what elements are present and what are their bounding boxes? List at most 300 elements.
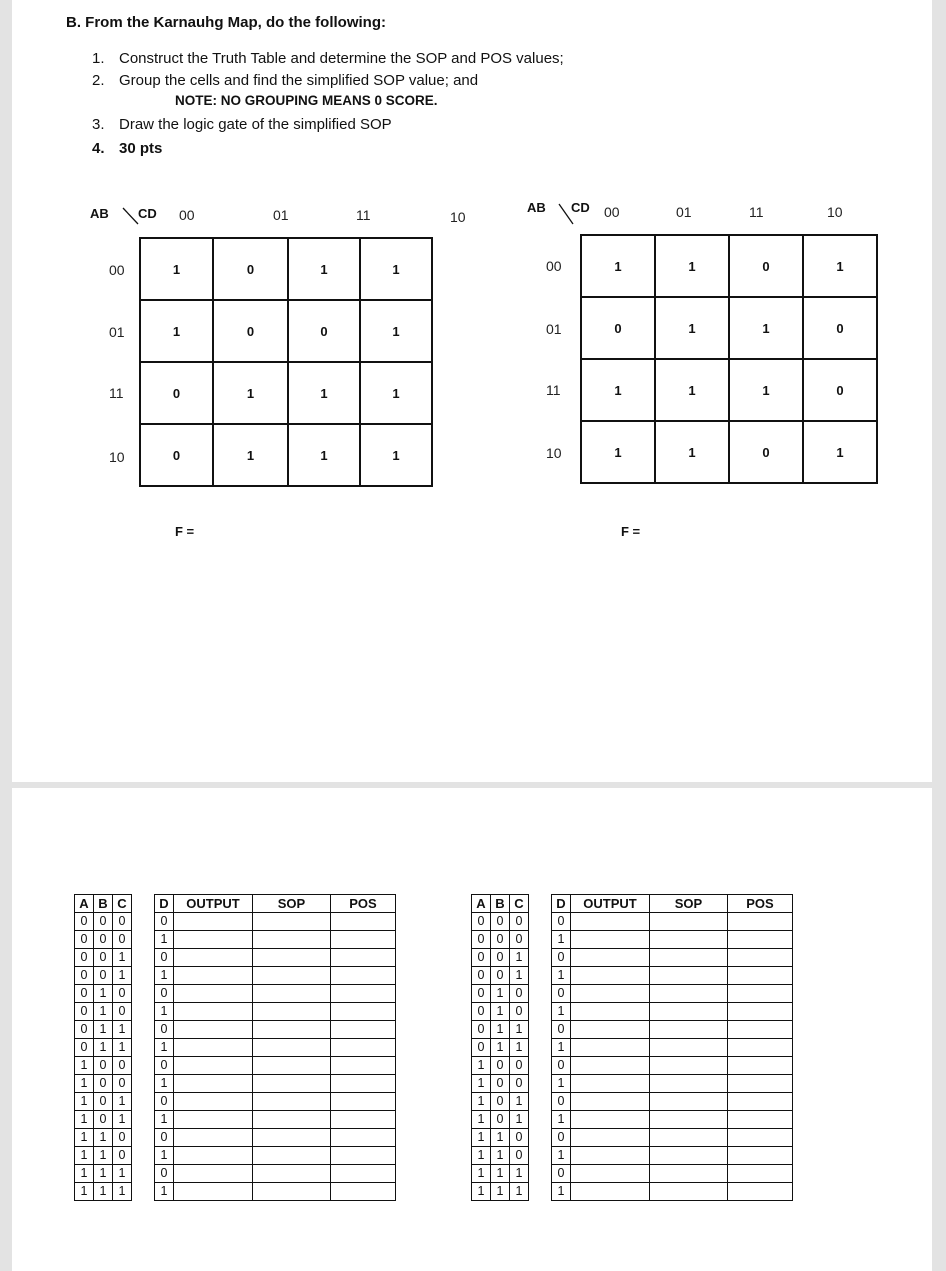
sop-cell[interactable] (650, 1021, 728, 1039)
output-cell[interactable] (571, 1075, 650, 1093)
kmap-cell: 1 (729, 359, 803, 421)
cell-d: 1 (155, 1183, 174, 1201)
sop-cell[interactable] (650, 949, 728, 967)
truth-table-row (472, 949, 793, 967)
sop-cell[interactable] (253, 985, 331, 1003)
cell-c: 1 (510, 967, 529, 985)
cell-d: 0 (155, 1129, 174, 1147)
kmap-cell: 0 (288, 300, 360, 362)
column-gap (529, 967, 552, 985)
kmap-cell: 1 (360, 424, 432, 486)
cell-d: 0 (155, 985, 174, 1003)
cell-c: 1 (113, 1183, 132, 1201)
cell-d: 1 (155, 1039, 174, 1057)
sop-cell[interactable] (253, 913, 331, 931)
cell-b: 1 (94, 1183, 113, 1201)
cell-b: 0 (491, 1057, 510, 1075)
sop-cell[interactable] (650, 931, 728, 949)
column-gap (529, 1075, 552, 1093)
kmap-corner-label (90, 196, 170, 236)
cell-a: 1 (472, 1165, 491, 1183)
truth-table-row (472, 1003, 793, 1021)
truth-table-row (75, 1111, 396, 1129)
header-d: D (552, 895, 571, 913)
sop-cell[interactable] (650, 1075, 728, 1093)
pos-cell[interactable] (331, 949, 396, 967)
instruction-2 (92, 72, 478, 89)
cell-b: 0 (491, 1093, 510, 1111)
kmap-cell: 0 (213, 238, 288, 300)
pos-cell[interactable] (728, 1147, 793, 1165)
sop-cell[interactable] (253, 1129, 331, 1147)
pos-cell[interactable] (728, 1075, 793, 1093)
pos-cell[interactable] (728, 949, 793, 967)
cell-a: 0 (75, 1039, 94, 1057)
header-pos: POS (331, 895, 396, 913)
sop-cell[interactable] (253, 967, 331, 985)
truth-table-2 (471, 894, 793, 1201)
cell-a: 1 (472, 1093, 491, 1111)
cell-c: 0 (510, 985, 529, 1003)
kmap-cell: 1 (360, 238, 432, 300)
cell-c: 0 (510, 1075, 529, 1093)
header-a: A (75, 895, 94, 913)
cell-a: 0 (75, 949, 94, 967)
cell-c: 1 (113, 1021, 132, 1039)
cell-b: 1 (94, 1129, 113, 1147)
cell-a: 1 (472, 1129, 491, 1147)
karnaugh-map-1 (80, 196, 490, 556)
instruction-number: 2. (92, 72, 105, 89)
cell-c: 1 (113, 1165, 132, 1183)
column-gap (132, 1003, 155, 1021)
row-label: 11 (109, 385, 124, 401)
cell-b: 1 (94, 1147, 113, 1165)
cell-a: 0 (472, 913, 491, 931)
cell-c: 0 (510, 1057, 529, 1075)
column-gap (132, 895, 155, 913)
cell-a: 1 (75, 1111, 94, 1129)
cell-c: 1 (113, 1111, 132, 1129)
cell-b: 0 (491, 1075, 510, 1093)
instruction-3 (92, 116, 392, 133)
sop-cell[interactable] (650, 1183, 728, 1201)
output-cell[interactable] (174, 1075, 253, 1093)
pos-cell[interactable] (728, 1003, 793, 1021)
cell-b: 0 (491, 1111, 510, 1129)
cell-a: 0 (472, 949, 491, 967)
sop-cell[interactable] (253, 1075, 331, 1093)
truth-table-row (472, 1057, 793, 1075)
cell-a: 0 (75, 1003, 94, 1021)
kmap-cell: 1 (803, 235, 877, 297)
truth-table-row (75, 1075, 396, 1093)
column-gap (529, 1165, 552, 1183)
pos-cell[interactable] (728, 1183, 793, 1201)
header-sop: SOP (650, 895, 728, 913)
cell-a: 0 (472, 985, 491, 1003)
column-label: 11 (356, 207, 371, 223)
output-cell[interactable] (174, 1093, 253, 1111)
truth-table-row (75, 1039, 396, 1057)
cell-a: 1 (75, 1183, 94, 1201)
output-cell[interactable] (571, 967, 650, 985)
column-label: 01 (676, 204, 692, 220)
instruction-number: 4. (92, 140, 105, 157)
pos-cell[interactable] (331, 1129, 396, 1147)
column-gap (529, 931, 552, 949)
cell-d: 0 (552, 1165, 571, 1183)
truth-table-row (472, 1075, 793, 1093)
pos-cell[interactable] (331, 913, 396, 931)
cell-d: 0 (155, 949, 174, 967)
pos-cell[interactable] (728, 1093, 793, 1111)
output-cell[interactable] (174, 1129, 253, 1147)
output-cell[interactable] (174, 1021, 253, 1039)
output-cell[interactable] (571, 1093, 650, 1111)
truth-table-row (75, 1147, 396, 1165)
output-cell[interactable] (174, 1111, 253, 1129)
truth-table-row (75, 967, 396, 985)
pos-cell[interactable] (331, 1111, 396, 1129)
output-cell[interactable] (571, 1129, 650, 1147)
truth-table-row (75, 985, 396, 1003)
output-cell[interactable] (571, 1039, 650, 1057)
cell-c: 1 (510, 949, 529, 967)
output-cell[interactable] (174, 1057, 253, 1075)
output-cell[interactable] (571, 913, 650, 931)
worksheet-page-1 (12, 0, 932, 782)
output-cell[interactable] (571, 1003, 650, 1021)
cell-b: 0 (94, 949, 113, 967)
cell-c: 0 (113, 1147, 132, 1165)
cell-a: 1 (472, 1147, 491, 1165)
cell-d: 1 (552, 967, 571, 985)
instruction-text: Draw the logic gate of the simplified SOP (119, 116, 392, 133)
column-label: 00 (179, 207, 195, 223)
cell-a: 0 (472, 1003, 491, 1021)
truth-table-row (472, 1165, 793, 1183)
cell-a: 0 (472, 967, 491, 985)
header-output: OUTPUT (174, 895, 253, 913)
pos-cell[interactable] (728, 1021, 793, 1039)
column-gap (132, 1147, 155, 1165)
sop-cell[interactable] (650, 985, 728, 1003)
header-c: C (510, 895, 529, 913)
column-gap (132, 985, 155, 1003)
cell-b: 0 (491, 949, 510, 967)
row-label: 00 (109, 262, 125, 278)
row-label: 10 (546, 445, 562, 461)
cell-b: 0 (491, 967, 510, 985)
column-gap (529, 1147, 552, 1165)
pos-cell[interactable] (331, 1147, 396, 1165)
row-label: 10 (109, 449, 125, 465)
cell-c: 0 (113, 931, 132, 949)
sop-cell[interactable] (253, 1003, 331, 1021)
truth-table-row (472, 1111, 793, 1129)
output-cell[interactable] (174, 1165, 253, 1183)
function-answer-label: F = (621, 524, 641, 539)
column-gap (529, 949, 552, 967)
cell-c: 0 (113, 1075, 132, 1093)
cell-a: 0 (75, 1021, 94, 1039)
cell-a: 1 (75, 1057, 94, 1075)
header-sop: SOP (253, 895, 331, 913)
truth-table-row (472, 985, 793, 1003)
sop-cell[interactable] (253, 931, 331, 949)
cell-c: 1 (510, 1111, 529, 1129)
cell-d: 0 (552, 1093, 571, 1111)
output-cell[interactable] (571, 985, 650, 1003)
instruction-text: Construct the Truth Table and determine the SOP and POS values; (119, 50, 564, 67)
truth-table-row (472, 1129, 793, 1147)
output-cell[interactable] (174, 1183, 253, 1201)
row-variable: AB (90, 206, 109, 221)
cell-b: 1 (491, 1165, 510, 1183)
pos-cell[interactable] (728, 1129, 793, 1147)
header-a: A (472, 895, 491, 913)
kmap-grid (580, 234, 878, 484)
cell-a: 0 (75, 985, 94, 1003)
truth-table-row (472, 1147, 793, 1165)
cell-d: 0 (155, 1165, 174, 1183)
cell-a: 0 (75, 931, 94, 949)
column-label: 01 (273, 207, 289, 223)
cell-b: 0 (94, 1075, 113, 1093)
cell-d: 1 (155, 1003, 174, 1021)
truth-table-row (75, 1165, 396, 1183)
sop-cell[interactable] (650, 1165, 728, 1183)
cell-b: 0 (94, 1111, 113, 1129)
cell-b: 0 (491, 931, 510, 949)
pos-cell[interactable] (728, 1111, 793, 1129)
kmap-cell: 1 (213, 424, 288, 486)
output-cell[interactable] (571, 1021, 650, 1039)
row-variable: AB (527, 200, 546, 215)
pos-cell[interactable] (331, 931, 396, 949)
column-gap (132, 1183, 155, 1201)
cell-d: 1 (552, 1183, 571, 1201)
kmap-cell: 1 (581, 359, 655, 421)
row-label: 00 (546, 258, 562, 274)
kmap-cell: 1 (288, 424, 360, 486)
output-cell[interactable] (571, 1165, 650, 1183)
column-gap (529, 895, 552, 913)
kmap-grid (139, 237, 433, 487)
instruction-text: 30 pts (119, 140, 163, 157)
output-cell[interactable] (174, 1147, 253, 1165)
sop-cell[interactable] (650, 1129, 728, 1147)
truth-table-row (472, 913, 793, 931)
kmap-cell: 1 (803, 421, 877, 483)
truth-table-row (75, 1057, 396, 1075)
cell-d: 1 (552, 1111, 571, 1129)
column-gap (132, 1129, 155, 1147)
header-pos: POS (728, 895, 793, 913)
kmap-cell: 1 (288, 238, 360, 300)
pos-cell[interactable] (331, 985, 396, 1003)
column-label: 10 (450, 209, 466, 225)
sop-cell[interactable] (253, 1147, 331, 1165)
output-cell[interactable] (174, 931, 253, 949)
cell-c: 0 (113, 1003, 132, 1021)
sop-cell[interactable] (253, 1183, 331, 1201)
kmap-cell: 0 (729, 421, 803, 483)
cell-a: 0 (75, 967, 94, 985)
cell-d: 1 (155, 967, 174, 985)
column-gap (529, 1093, 552, 1111)
pos-cell[interactable] (728, 931, 793, 949)
cell-a: 0 (472, 931, 491, 949)
cell-d: 0 (155, 1021, 174, 1039)
pos-cell[interactable] (331, 1075, 396, 1093)
cell-b: 1 (491, 985, 510, 1003)
cell-b: 1 (94, 1003, 113, 1021)
kmap-cell: 1 (140, 300, 213, 362)
column-label: 10 (827, 204, 843, 220)
karnaugh-map-2 (522, 196, 932, 556)
kmap-cell: 1 (655, 297, 729, 359)
cell-c: 0 (113, 1129, 132, 1147)
kmap-cell: 0 (140, 362, 213, 424)
output-cell[interactable] (571, 1057, 650, 1075)
sop-cell[interactable] (650, 1111, 728, 1129)
section-heading: B. From the Karnauhg Map, do the following: (66, 14, 386, 31)
truth-table-row (75, 1021, 396, 1039)
kmap-cell: 0 (729, 235, 803, 297)
cell-d: 1 (552, 1039, 571, 1057)
output-cell[interactable] (174, 967, 253, 985)
cell-b: 0 (491, 913, 510, 931)
cell-a: 1 (472, 1075, 491, 1093)
pos-cell[interactable] (728, 1039, 793, 1057)
cell-d: 0 (552, 985, 571, 1003)
sop-cell[interactable] (650, 1093, 728, 1111)
cell-c: 1 (510, 1021, 529, 1039)
cell-a: 1 (472, 1057, 491, 1075)
cell-d: 0 (155, 1093, 174, 1111)
pos-cell[interactable] (728, 1057, 793, 1075)
column-label: 00 (604, 204, 620, 220)
instruction-1 (92, 50, 564, 67)
sop-cell[interactable] (650, 1057, 728, 1075)
pos-cell[interactable] (728, 967, 793, 985)
pos-cell[interactable] (331, 1093, 396, 1111)
cell-b: 1 (94, 1021, 113, 1039)
cell-b: 1 (491, 1021, 510, 1039)
sop-cell[interactable] (650, 913, 728, 931)
truth-table-body (472, 913, 793, 1201)
sop-cell[interactable] (650, 1003, 728, 1021)
output-cell[interactable] (571, 1183, 650, 1201)
sop-cell[interactable] (253, 1165, 331, 1183)
pos-cell[interactable] (331, 1183, 396, 1201)
sop-cell[interactable] (253, 1111, 331, 1129)
pos-cell[interactable] (728, 913, 793, 931)
cell-a: 0 (75, 913, 94, 931)
function-answer-label: F = (175, 524, 195, 539)
kmap-cell: 1 (213, 362, 288, 424)
output-cell[interactable] (571, 1147, 650, 1165)
cell-c: 1 (510, 1165, 529, 1183)
cell-b: 0 (94, 1057, 113, 1075)
pos-cell[interactable] (331, 967, 396, 985)
column-gap (132, 1039, 155, 1057)
cell-a: 1 (472, 1111, 491, 1129)
truth-table-row (75, 1093, 396, 1111)
cell-b: 1 (491, 1183, 510, 1201)
cell-c: 1 (113, 967, 132, 985)
output-cell[interactable] (174, 985, 253, 1003)
truth-table-row (75, 1129, 396, 1147)
pos-cell[interactable] (331, 1039, 396, 1057)
truth-table-row (75, 913, 396, 931)
truth-table-header-row (472, 895, 793, 913)
output-cell[interactable] (174, 1003, 253, 1021)
output-cell[interactable] (174, 913, 253, 931)
sop-cell[interactable] (650, 1039, 728, 1057)
sop-cell[interactable] (650, 967, 728, 985)
header-c: C (113, 895, 132, 913)
cell-b: 0 (94, 967, 113, 985)
pos-cell[interactable] (331, 1021, 396, 1039)
sop-cell[interactable] (253, 1093, 331, 1111)
pos-cell[interactable] (728, 1165, 793, 1183)
cell-d: 0 (155, 913, 174, 931)
cell-a: 1 (75, 1147, 94, 1165)
cell-d: 0 (552, 949, 571, 967)
truth-table-row (75, 931, 396, 949)
pos-cell[interactable] (331, 1057, 396, 1075)
cell-a: 1 (75, 1093, 94, 1111)
instruction-4 (92, 140, 162, 157)
output-cell[interactable] (174, 1039, 253, 1057)
kmap-corner-label (527, 190, 607, 230)
pos-cell[interactable] (331, 1165, 396, 1183)
kmap-cell: 1 (140, 238, 213, 300)
truth-table-header-row (75, 895, 396, 913)
column-gap (529, 1129, 552, 1147)
pos-cell[interactable] (331, 1003, 396, 1021)
kmap-cell: 1 (655, 235, 729, 297)
truth-table-row (75, 949, 396, 967)
cell-d: 1 (155, 1111, 174, 1129)
output-cell[interactable] (571, 1111, 650, 1129)
kmap-cell: 0 (140, 424, 213, 486)
sop-cell[interactable] (253, 1039, 331, 1057)
column-gap (529, 913, 552, 931)
column-gap (529, 1003, 552, 1021)
cell-d: 1 (552, 931, 571, 949)
cell-c: 1 (510, 1093, 529, 1111)
cell-c: 1 (113, 1093, 132, 1111)
output-cell[interactable] (174, 949, 253, 967)
sop-cell[interactable] (253, 1021, 331, 1039)
output-cell[interactable] (571, 949, 650, 967)
column-gap (132, 913, 155, 931)
sop-cell[interactable] (253, 949, 331, 967)
cell-b: 1 (94, 1165, 113, 1183)
pos-cell[interactable] (728, 985, 793, 1003)
kmap-cell: 0 (581, 297, 655, 359)
truth-table-1 (74, 894, 396, 1201)
sop-cell[interactable] (253, 1057, 331, 1075)
column-gap (132, 1057, 155, 1075)
sop-cell[interactable] (650, 1147, 728, 1165)
output-cell[interactable] (571, 931, 650, 949)
cell-a: 1 (75, 1129, 94, 1147)
